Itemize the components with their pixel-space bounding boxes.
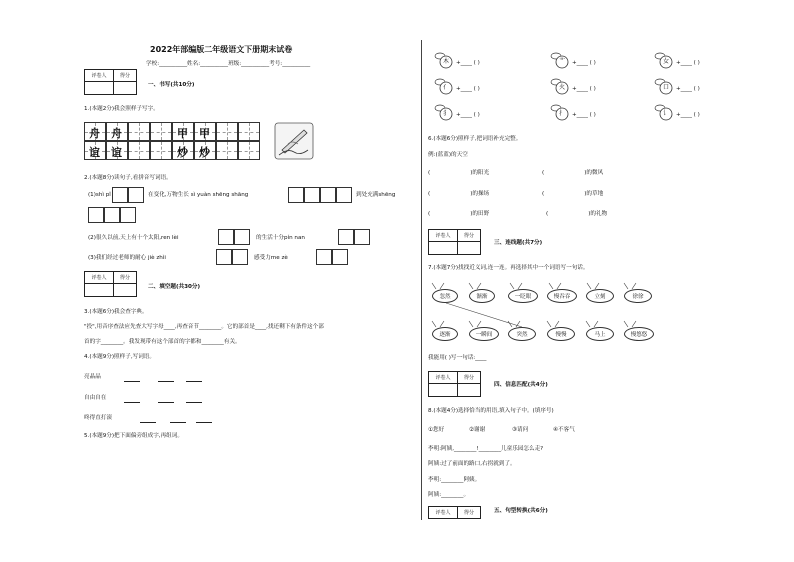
answer-box[interactable]	[332, 249, 348, 265]
q6-item-1: ( )的阳光	[428, 170, 490, 176]
q2-line3-b: 感受力me zè	[254, 255, 288, 261]
q6-text: 6.(本题6分)照样子,把词语补充完整。	[428, 136, 522, 142]
q2-line1-a: (1)shì pǐ	[88, 192, 111, 198]
score-table-3	[428, 229, 481, 255]
q6-item-text: 的礼物	[590, 211, 608, 217]
word-oval[interactable]: 一眨眼	[508, 289, 538, 303]
q6-item-4: ( )的草地	[542, 191, 604, 197]
q6-item-3: ( )的操场	[428, 191, 490, 197]
section-4-heading: 四、信息匹配(共4分)	[494, 382, 548, 388]
q6-item-text: 的阳光	[472, 170, 490, 176]
q2-line2-a: (2)很久以前,天上有十个太阳,ren lèi	[88, 235, 179, 241]
score-label-grader: 评卷人	[85, 70, 114, 82]
word-oval[interactable]: 逐渐	[432, 327, 458, 341]
radical-label: 火	[559, 84, 566, 91]
score-cell-grader[interactable]	[85, 82, 114, 95]
radical-label: 艹	[559, 58, 566, 65]
score-label-score: 得分	[114, 272, 137, 284]
word-oval[interactable]: 慢吞吞	[547, 289, 577, 303]
q3-line1: "投",用音序查法应先查大写字母____,再查音节________。它的部首是____,找还剩下有条件这个部	[84, 324, 324, 330]
word-oval[interactable]: 徐徐	[624, 289, 652, 303]
score-label-grader: 评卷人	[85, 272, 114, 284]
radical-label: 讠	[663, 110, 670, 117]
char-yi-2: 谊	[111, 146, 122, 159]
pen-writing-icon	[274, 122, 314, 160]
q5-text: 5.(本题9分)把下面偏旁组成字,再组词。	[84, 433, 183, 439]
score-table-4	[428, 371, 481, 397]
char-jia-1: 甲	[177, 127, 188, 140]
answer-box[interactable]	[316, 249, 332, 265]
radical-label: 女	[663, 58, 670, 65]
answer-box[interactable]	[218, 229, 234, 245]
q3-text: 3.(本题6分)我会查字典。	[84, 309, 148, 315]
score-label-grader: 评卷人	[429, 372, 458, 384]
char-chao-1: 炒	[177, 146, 188, 159]
answer-box[interactable]	[216, 249, 232, 265]
section-3-heading: 三、连线题(共7分)	[494, 240, 543, 246]
answer-box[interactable]	[320, 187, 336, 203]
char-yi-1: 谊	[89, 146, 100, 159]
q6-item-text: 的操场	[472, 191, 490, 197]
q8-line-3: 李明:________阿姨。	[428, 477, 481, 483]
answer-box[interactable]	[104, 207, 120, 223]
word-oval[interactable]: 突然	[508, 327, 536, 341]
answer-box[interactable]	[354, 229, 370, 245]
q2-line1-c: 到处充满shēng	[356, 192, 396, 198]
answer-box[interactable]	[234, 229, 250, 245]
radical-label: 扌	[559, 110, 566, 117]
score-cell-score[interactable]	[114, 284, 137, 297]
q8-option-3: ③请问	[512, 427, 529, 433]
word-oval[interactable]: 慢慢	[547, 327, 575, 341]
q4-row-2: 自由自在	[84, 395, 107, 401]
score-label-score: 得分	[458, 230, 481, 242]
score-cell-score[interactable]	[458, 242, 481, 255]
q8-option-1: ①您好	[428, 427, 445, 433]
q6-item-6: ( )的礼物	[546, 211, 608, 217]
score-label-grader: 评卷人	[429, 230, 458, 242]
q6-item-text: 的田野	[472, 211, 490, 217]
q8-line-2: 阿姨:过了前面的路口,右拐就到了。	[428, 461, 516, 467]
q2-line2-b: 的生活十分pín nan	[256, 235, 305, 241]
student-info-line: 学校:__________姓名:__________班级:__________考号:__________	[146, 61, 311, 67]
column-divider	[421, 40, 422, 520]
score-label-score: 得分	[458, 372, 481, 384]
q1-writing-grid	[84, 122, 270, 162]
score-label-score: 得分	[458, 507, 481, 519]
q2-line3-a: (3)我们经过老师的耐心 jiè zhìi	[88, 255, 166, 261]
word-oval[interactable]: 慢悠悠	[624, 327, 654, 341]
radical-bee-grid: 木 +____ ( ) 艹 +____ ( ) 女 +____ ( ) 亻 +____ ( ) 火 +____ ( ) 口 +____ ( ) 犭 +____ ( ) 扌 +____ ( ) 讠 +____ ( )	[430, 48, 750, 132]
q7-write-line: 我能用( )写一句话:____	[428, 355, 487, 361]
score-cell-grader[interactable]	[429, 384, 458, 397]
q6-item-5: ( )的田野	[428, 211, 490, 217]
q8-line-4: 阿姨:________。	[428, 492, 470, 498]
q2-text: 2.(本题8分)读句子,看拼音写词语。	[84, 175, 172, 181]
q6-item-text: 的微风	[586, 170, 604, 176]
section-1-heading: 一、书写(共10分)	[148, 82, 195, 88]
score-table-5	[428, 506, 481, 519]
radical-label: 犭	[443, 110, 450, 117]
score-cell-grader[interactable]	[85, 284, 114, 297]
score-table-2	[84, 271, 137, 297]
char-jia-2: 甲	[199, 127, 210, 140]
score-cell-grader[interactable]	[429, 242, 458, 255]
word-oval[interactable]: 渐渐	[469, 289, 495, 303]
radical-label: 木	[443, 58, 450, 65]
word-oval[interactable]: 忽然	[432, 289, 458, 303]
q3-line2: 首的字________。我发现带有这个部首的字都和________有关。	[84, 339, 241, 345]
q4-row-1: 亮晶晶	[84, 374, 101, 380]
char-chao-2: 炒	[199, 146, 210, 159]
q8-line-1: 李明:阿姨,________!________儿童乐园怎么走?	[428, 446, 544, 452]
radical-label: 亻	[443, 84, 450, 91]
section-2-heading: 二、填空题(共30分)	[148, 284, 201, 290]
answer-box[interactable]	[128, 187, 144, 203]
answer-box[interactable]	[232, 249, 248, 265]
word-oval[interactable]: 立刻	[586, 289, 614, 303]
score-cell-score[interactable]	[114, 82, 137, 95]
score-cell-score[interactable]	[458, 384, 481, 397]
radical-label: 口	[663, 84, 670, 91]
answer-box[interactable]	[338, 229, 354, 245]
answer-box[interactable]	[336, 187, 352, 203]
q1-text: 1.(本题2分)我会照样子写字。	[84, 106, 159, 112]
score-label-score: 得分	[114, 70, 137, 82]
q6-item-2: ( )的微风	[542, 170, 604, 176]
answer-box[interactable]	[304, 187, 320, 203]
char-zhou-1: 舟	[89, 127, 100, 140]
answer-box[interactable]	[120, 207, 136, 223]
q6-item-text: 的草地	[586, 191, 604, 197]
page-title: 2022年部编版二年级语文下册期末试卷	[150, 45, 293, 54]
section-5-heading: 五、句型转换(共6分)	[494, 508, 548, 514]
word-oval[interactable]: 一瞬间	[469, 327, 499, 341]
q2-line1-b: 在变化,万物生长 sì yuàn shēng shāng	[148, 192, 249, 198]
q7-text: 7.(本题7分)找找近义词,连一连。再选择其中一个词语写一句话。	[428, 265, 589, 271]
q7-decorations	[428, 280, 668, 346]
answer-box[interactable]	[88, 207, 104, 223]
char-zhou-2: 舟	[111, 127, 122, 140]
q8-option-2: ②谢谢	[469, 427, 486, 433]
q6-example: 例:(蓝蓝)的天空	[428, 152, 468, 158]
answer-box[interactable]	[112, 187, 128, 203]
q8-option-4: ④不客气	[553, 427, 575, 433]
q4-row-3: 咚得直打滚	[84, 415, 112, 421]
q8-text: 8.(本题4分)选择恰当的用语,填入句子中。(填序号)	[428, 408, 554, 414]
answer-box[interactable]	[288, 187, 304, 203]
score-table-1	[84, 69, 137, 95]
q4-text: 4.(本题9分)照样子,写词语。	[84, 354, 155, 360]
word-oval[interactable]: 马上	[586, 327, 614, 341]
score-label-grader: 评卷人	[429, 507, 458, 519]
